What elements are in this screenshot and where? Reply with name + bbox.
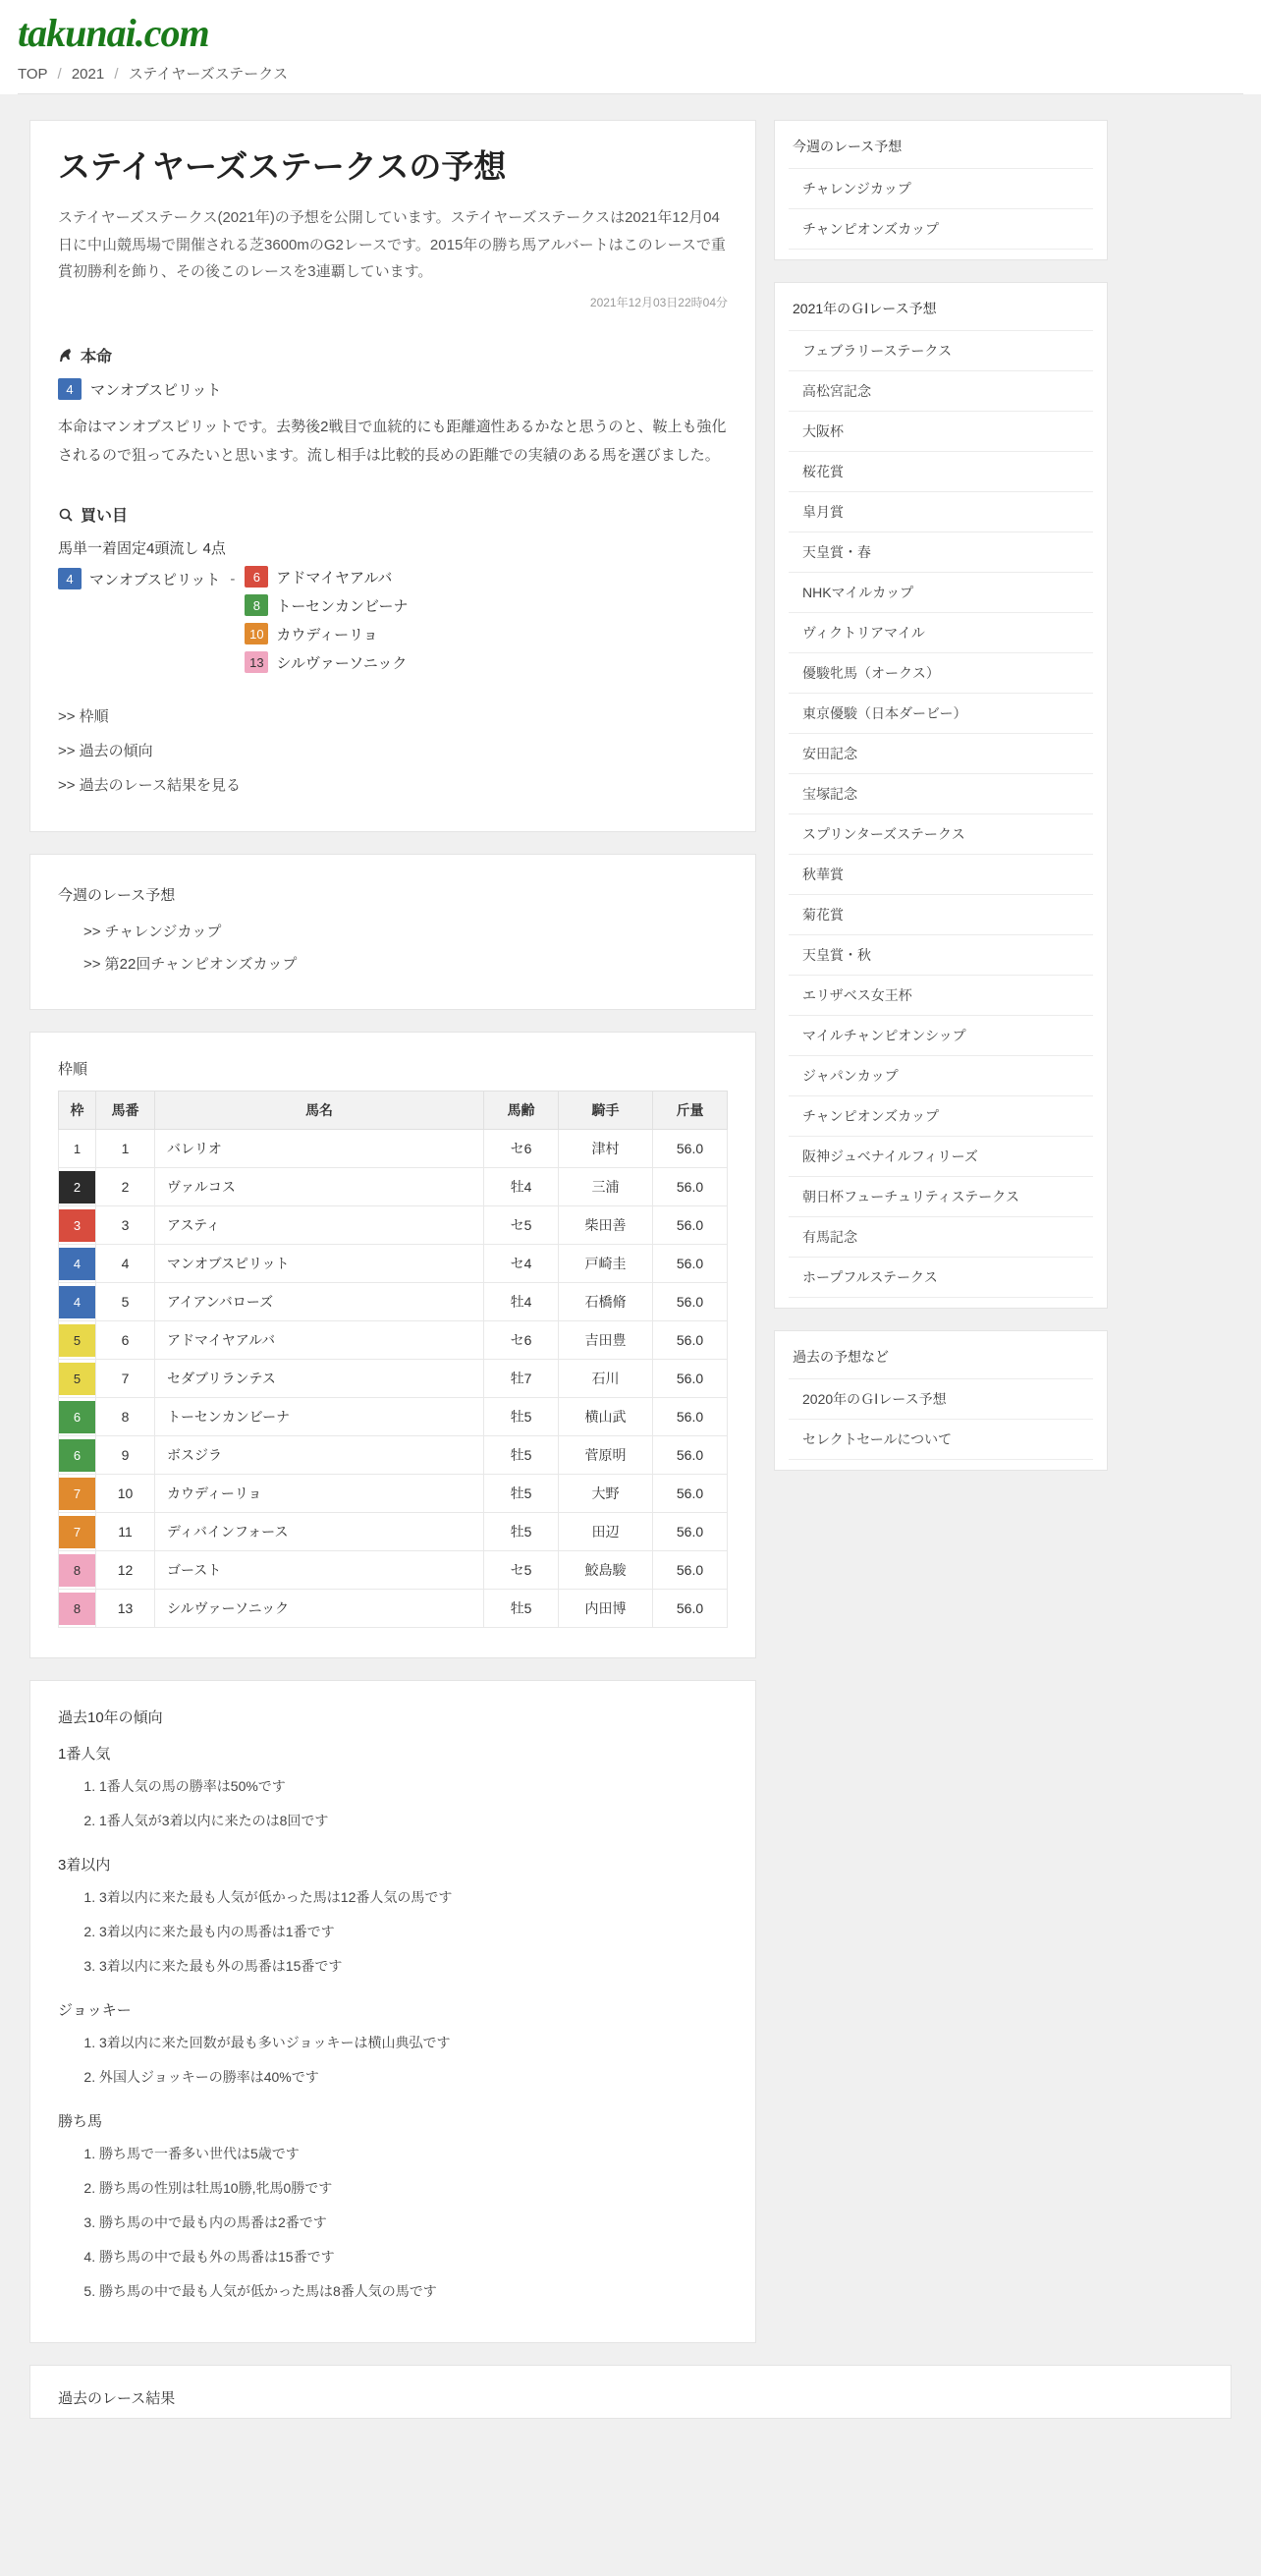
bet-target	[245, 594, 408, 616]
sidebar-item-g1[interactable]: 秋華賞	[789, 854, 1093, 894]
cell-waku	[59, 1283, 96, 1321]
cell-jockey: 戸崎圭	[559, 1245, 653, 1283]
page-bottom-spacer	[0, 2419, 1261, 2576]
bet-axis	[58, 566, 237, 589]
waku-chip: 4	[59, 1286, 95, 1318]
cell-horse-name: アドマイヤアルバ	[155, 1321, 484, 1360]
bet-target-number: 10	[245, 623, 268, 644]
waku-table-body	[59, 1130, 728, 1628]
cell-waku	[59, 1513, 96, 1551]
content-columns	[0, 120, 1261, 2365]
published-date: 2021年12月03日22時04分	[589, 296, 728, 310]
table-row	[59, 1245, 728, 1283]
waku-chip: 7	[59, 1516, 95, 1548]
waku-chip: 8	[59, 1554, 95, 1587]
cell-horse-name: ヴァルコス	[155, 1168, 484, 1206]
col-waku: 枠	[59, 1092, 96, 1130]
cell-weight: 56.0	[653, 1130, 728, 1168]
cell-age: 牡5	[484, 1398, 559, 1436]
honmei-heading-label: 本命	[81, 349, 113, 366]
col-umaban: 馬番	[96, 1092, 155, 1130]
sidebar-item-select-sale[interactable]: セレクトセールについて	[789, 1419, 1093, 1460]
cell-umaban: 5	[96, 1283, 155, 1321]
sidebar-item-g1[interactable]: ジャパンカップ	[789, 1055, 1093, 1095]
cell-waku	[59, 1206, 96, 1245]
bet-target-name: トーセンカンビーナ	[276, 597, 409, 615]
table-row	[59, 1168, 728, 1206]
week-race-link-challenge-cup[interactable]: >> チャレンジカップ	[83, 924, 222, 941]
col-jockey: 騎手	[559, 1092, 653, 1130]
col-weight: 斤量	[653, 1092, 728, 1130]
breadcrumb-item-top[interactable]: TOP	[18, 66, 48, 83]
cell-age: 牡7	[484, 1360, 559, 1398]
cell-horse-name: シルヴァーソニック	[155, 1590, 484, 1628]
main-column	[29, 120, 756, 2365]
past-results-title: 過去のレース結果	[58, 2390, 176, 2408]
sidebar-item-g1[interactable]: ホープフルステークス	[789, 1257, 1093, 1298]
list-item: 3. 3着以内に来た最も外の馬番は15番です	[99, 1949, 728, 1984]
bet-target-number: 8	[245, 594, 268, 616]
cell-weight: 56.0	[653, 1283, 728, 1321]
cell-jockey: 津村	[559, 1130, 653, 1168]
list-item: 1. 3着以内に来た最も人気が低かった馬は12番人気の馬です	[99, 1880, 728, 1915]
cell-jockey: 大野	[559, 1475, 653, 1513]
waku-chip: 5	[59, 1324, 95, 1357]
bet-target	[245, 623, 408, 644]
sidebar-item-g1[interactable]: 阪神ジュベナイルフィリーズ	[789, 1136, 1093, 1176]
cell-age: セ6	[484, 1321, 559, 1360]
site-header	[0, 0, 1261, 94]
bet-block	[58, 566, 728, 673]
breadcrumb-item-year[interactable]: 2021	[71, 66, 105, 83]
cell-age: 牡5	[484, 1436, 559, 1475]
list-item: 1. 3着以内に来た回数が最も多いジョッキーは横山典弘です	[99, 2026, 728, 2060]
sidebar-item-g1[interactable]: フェブラリーステークス	[789, 330, 1093, 370]
cell-weight: 56.0	[653, 1398, 728, 1436]
breadcrumb-separator: /	[57, 66, 62, 83]
waku-chip: 8	[59, 1593, 95, 1625]
bet-target	[245, 566, 408, 588]
waku-table-card	[29, 1032, 756, 1658]
cell-umaban: 4	[96, 1245, 155, 1283]
sidebar-item-g1[interactable]: 有馬記念	[789, 1216, 1093, 1257]
cell-horse-name: カウディーリョ	[155, 1475, 484, 1513]
cell-umaban: 2	[96, 1168, 155, 1206]
bet-targets	[245, 566, 408, 673]
cell-weight: 56.0	[653, 1245, 728, 1283]
cell-jockey: 柴田善	[559, 1206, 653, 1245]
bet-target-name: シルヴァーソニック	[276, 654, 408, 672]
sidebar-list-week	[789, 168, 1093, 250]
cell-weight: 56.0	[653, 1513, 728, 1551]
cell-horse-name: アイアンバローズ	[155, 1283, 484, 1321]
page-body	[0, 94, 1261, 2576]
site-logo[interactable]: takunai.com	[18, 11, 209, 55]
waku-chip: 4	[59, 1248, 95, 1280]
table-row	[59, 1321, 728, 1360]
col-age: 馬齢	[484, 1092, 559, 1130]
sidebar-item-g1[interactable]: チャンピオンズカップ	[789, 1095, 1093, 1136]
cell-horse-name: マンオブスピリット	[155, 1245, 484, 1283]
sidebar-item-g1[interactable]: マイルチャンピオンシップ	[789, 1015, 1093, 1055]
link-past-results[interactable]: >> 過去のレース結果を見る	[58, 777, 241, 795]
sidebar-card-past	[774, 1330, 1108, 1471]
list-item: 4. 勝ち馬の中で最も外の馬番は15番です	[99, 2240, 728, 2274]
cell-weight: 56.0	[653, 1436, 728, 1475]
link-trends[interactable]: >> 過去の傾向	[58, 743, 153, 760]
link-waku[interactable]: >> 枠順	[58, 708, 109, 726]
list-item: 2. 外国人ジョッキーの勝率は40%です	[99, 2060, 728, 2095]
bet-target-number: 13	[245, 651, 268, 673]
cell-jockey: 菅原明	[559, 1436, 653, 1475]
cell-waku	[59, 1475, 96, 1513]
sidebar-item-g1[interactable]: スプリンターズステークス	[789, 813, 1093, 854]
article-lead: ステイヤーズステークス(2021年)の予想を公開しています。ステイヤーズステークスは2021年12月04日に中山競馬場で開催される芝3600mのG2レースです。2015年の勝ち馬アルバートはこのレースで重賞初勝利を飾り、その後このレースを3連覇しています。	[58, 208, 726, 281]
col-name: 馬名	[155, 1092, 484, 1130]
cell-weight: 56.0	[653, 1206, 728, 1245]
breadcrumb	[18, 53, 1243, 94]
cell-umaban: 6	[96, 1321, 155, 1360]
cell-horse-name: バレリオ	[155, 1130, 484, 1168]
cell-jockey: 横山武	[559, 1398, 653, 1436]
horse-icon	[58, 348, 74, 364]
honmei-heading	[58, 344, 728, 366]
table-row	[59, 1398, 728, 1436]
honmei-horse-name: マンオブスピリット	[90, 381, 222, 399]
cell-waku	[59, 1551, 96, 1590]
cell-waku	[59, 1130, 96, 1168]
search-icon	[58, 507, 74, 523]
sidebar-title-g1-2021: 2021年のＧⅠレース予想	[793, 301, 937, 316]
cell-waku	[59, 1360, 96, 1398]
bet-target-name: アドマイヤアルバ	[276, 569, 393, 587]
trend-group-heading: 勝ち馬	[58, 2113, 103, 2131]
sidebar-item-g1[interactable]: 高松宮記念	[789, 370, 1093, 411]
sidebar-item-g1-2020[interactable]: 2020年のＧⅠレース予想	[789, 1378, 1093, 1419]
cell-horse-name: ボスジラ	[155, 1436, 484, 1475]
week-race-link-champions-cup[interactable]: >> 第22回チャンピオンズカップ	[83, 956, 298, 974]
waku-table	[58, 1091, 728, 1628]
cell-horse-name: トーセンカンビーナ	[155, 1398, 484, 1436]
cell-weight: 56.0	[653, 1590, 728, 1628]
cell-umaban: 7	[96, 1360, 155, 1398]
past-results-card	[29, 2365, 1232, 2419]
cell-age: 牡5	[484, 1590, 559, 1628]
cell-umaban: 3	[96, 1206, 155, 1245]
week-races-card	[29, 854, 756, 1010]
cell-umaban: 8	[96, 1398, 155, 1436]
table-row	[59, 1130, 728, 1168]
waku-chip: 5	[59, 1363, 95, 1395]
breadcrumb-separator: /	[114, 66, 119, 83]
cell-umaban: 10	[96, 1475, 155, 1513]
sidebar-list-past	[789, 1378, 1093, 1460]
trend-group-heading: 3着以内	[58, 1857, 111, 1875]
cell-age: 牡4	[484, 1168, 559, 1206]
cell-horse-name: アスティ	[155, 1206, 484, 1245]
bet-heading	[58, 503, 728, 526]
sidebar-item-g1[interactable]: 桜花賞	[789, 451, 1093, 491]
waku-chip: 7	[59, 1478, 95, 1510]
table-row	[59, 1513, 728, 1551]
cell-age: セ5	[484, 1551, 559, 1590]
trends-title: 過去10年の傾向	[58, 1709, 163, 1727]
cell-waku	[59, 1168, 96, 1206]
waku-table-title: 枠順	[58, 1061, 88, 1079]
list-item: 2. 勝ち馬の性別は牡馬10勝,牝馬0勝です	[99, 2171, 728, 2206]
waku-chip: 2	[59, 1171, 95, 1204]
waku-chip: 6	[59, 1439, 95, 1472]
article-card	[29, 120, 756, 832]
sidebar-item-g1[interactable]: 優駿牝馬（オークス）	[789, 652, 1093, 693]
sidebar-title-past: 過去の予想など	[793, 1349, 889, 1365]
bet-dash: -	[230, 570, 236, 588]
trends-card	[29, 1680, 756, 2343]
bet-axis-number: 4	[58, 568, 82, 589]
list-item: 2. 3着以内に来た最も内の馬番は1番です	[99, 1915, 728, 1949]
list-item: 5. 勝ち馬の中で最も人気が低かった馬は8番人気の馬です	[99, 2274, 728, 2309]
sidebar-item-g1[interactable]: ヴィクトリアマイル	[789, 612, 1093, 652]
cell-age: セ5	[484, 1206, 559, 1245]
sidebar-title-week: 今週のレース予想	[793, 139, 903, 154]
honmei-comment: 本命はマンオブスピリットです。去勢後2戦目で血統的にも距離適性あるかなと思うのと、鞍上も強化されるので狙ってみたいと思います。流し相手は比較的長めの距離での実績のある馬を選びました。	[58, 419, 727, 464]
sidebar-list-g1-2021	[789, 330, 1093, 1298]
cell-jockey: 吉田豊	[559, 1321, 653, 1360]
honmei-horse-number: 4	[58, 378, 82, 400]
table-row	[59, 1475, 728, 1513]
cell-weight: 56.0	[653, 1168, 728, 1206]
sidebar-item-g1[interactable]: 安田記念	[789, 733, 1093, 773]
cell-waku	[59, 1321, 96, 1360]
sidebar-item-g1[interactable]: エリザベス女王杯	[789, 975, 1093, 1015]
sidebar-item-g1[interactable]: 東京優駿（日本ダービー）	[789, 693, 1093, 733]
list-item: 2. 1番人気が3着以内に来たのは8回です	[99, 1804, 728, 1838]
cell-umaban: 12	[96, 1551, 155, 1590]
trend-list	[58, 2137, 728, 2309]
sidebar-item-g1[interactable]: 朝日杯フューチュリティステークス	[789, 1176, 1093, 1216]
trend-list	[58, 1769, 728, 1838]
week-races-links	[58, 880, 728, 980]
cell-umaban: 13	[96, 1590, 155, 1628]
cell-umaban: 1	[96, 1130, 155, 1168]
cell-waku	[59, 1398, 96, 1436]
bet-type-label: 馬単一着固定4頭流し 4点	[58, 540, 226, 558]
list-item: 1. 勝ち馬で一番多い世代は5歳です	[99, 2137, 728, 2171]
cell-waku	[59, 1245, 96, 1283]
sidebar-item-g1[interactable]: NHKマイルカップ	[789, 572, 1093, 612]
page-title: ステイヤーズステークスの予想	[58, 148, 507, 185]
sidebar-card-g1-2021	[774, 282, 1108, 1309]
waku-chip: 1	[59, 1133, 95, 1165]
cell-age: 牡4	[484, 1283, 559, 1321]
bet-axis-name: マンオブスピリット	[89, 571, 221, 588]
waku-chip: 6	[59, 1401, 95, 1433]
trend-group-heading: ジョッキー	[58, 2002, 132, 2020]
table-row	[59, 1206, 728, 1245]
waku-chip: 3	[59, 1209, 95, 1242]
cell-waku	[59, 1590, 96, 1628]
cell-jockey: 田辺	[559, 1513, 653, 1551]
cell-jockey: 鮫島駿	[559, 1551, 653, 1590]
trend-group-heading: 1番人気	[58, 1746, 111, 1764]
list-item: 3. 勝ち馬の中で最も内の馬番は2番です	[99, 2206, 728, 2240]
table-row	[59, 1436, 728, 1475]
bet-target-number: 6	[245, 566, 268, 588]
sidebar	[774, 120, 1108, 1492]
table-row	[59, 1551, 728, 1590]
cell-weight: 56.0	[653, 1551, 728, 1590]
article-more-links	[58, 699, 728, 802]
sidebar-item-g1[interactable]: 皐月賞	[789, 491, 1093, 532]
sidebar-item-challenge-cup[interactable]: チャレンジカップ	[789, 168, 1093, 208]
sidebar-item-champions-cup[interactable]: チャンピオンズカップ	[789, 208, 1093, 250]
cell-horse-name: セダブリランテス	[155, 1360, 484, 1398]
cell-age: セ6	[484, 1130, 559, 1168]
list-item: 1. 1番人気の馬の勝率は50%です	[99, 1769, 728, 1804]
bet-target-name: カウディーリョ	[276, 626, 378, 644]
cell-weight: 56.0	[653, 1360, 728, 1398]
bet-target	[245, 651, 408, 673]
cell-jockey: 石橋脩	[559, 1283, 653, 1321]
table-header-row	[59, 1092, 728, 1130]
cell-jockey: 石川	[559, 1360, 653, 1398]
cell-age: セ4	[484, 1245, 559, 1283]
cell-age: 牡5	[484, 1513, 559, 1551]
bet-heading-label: 買い目	[81, 508, 129, 526]
sidebar-card-week	[774, 120, 1108, 260]
sidebar-item-g1[interactable]: 天皇賞・秋	[789, 934, 1093, 975]
cell-jockey: 三浦	[559, 1168, 653, 1206]
trend-list	[58, 1880, 728, 1984]
sidebar-item-g1[interactable]: 大阪杯	[789, 411, 1093, 451]
table-row	[59, 1590, 728, 1628]
sidebar-item-g1[interactable]: 宝塚記念	[789, 773, 1093, 813]
cell-age: 牡5	[484, 1475, 559, 1513]
breadcrumb-item-race[interactable]: ステイヤーズステークス	[128, 66, 289, 83]
cell-umaban: 11	[96, 1513, 155, 1551]
cell-umaban: 9	[96, 1436, 155, 1475]
cell-weight: 56.0	[653, 1321, 728, 1360]
cell-weight: 56.0	[653, 1475, 728, 1513]
trend-list	[58, 2026, 728, 2095]
table-row	[59, 1283, 728, 1321]
cell-jockey: 内田博	[559, 1590, 653, 1628]
cell-horse-name: ゴースト	[155, 1551, 484, 1590]
week-races-title: 今週のレース予想	[58, 887, 176, 905]
cell-horse-name: ディバインフォース	[155, 1513, 484, 1551]
honmei-horse	[58, 378, 728, 400]
sidebar-item-g1[interactable]: 菊花賞	[789, 894, 1093, 934]
table-row	[59, 1360, 728, 1398]
sidebar-item-g1[interactable]: 天皇賞・春	[789, 532, 1093, 572]
cell-waku	[59, 1436, 96, 1475]
